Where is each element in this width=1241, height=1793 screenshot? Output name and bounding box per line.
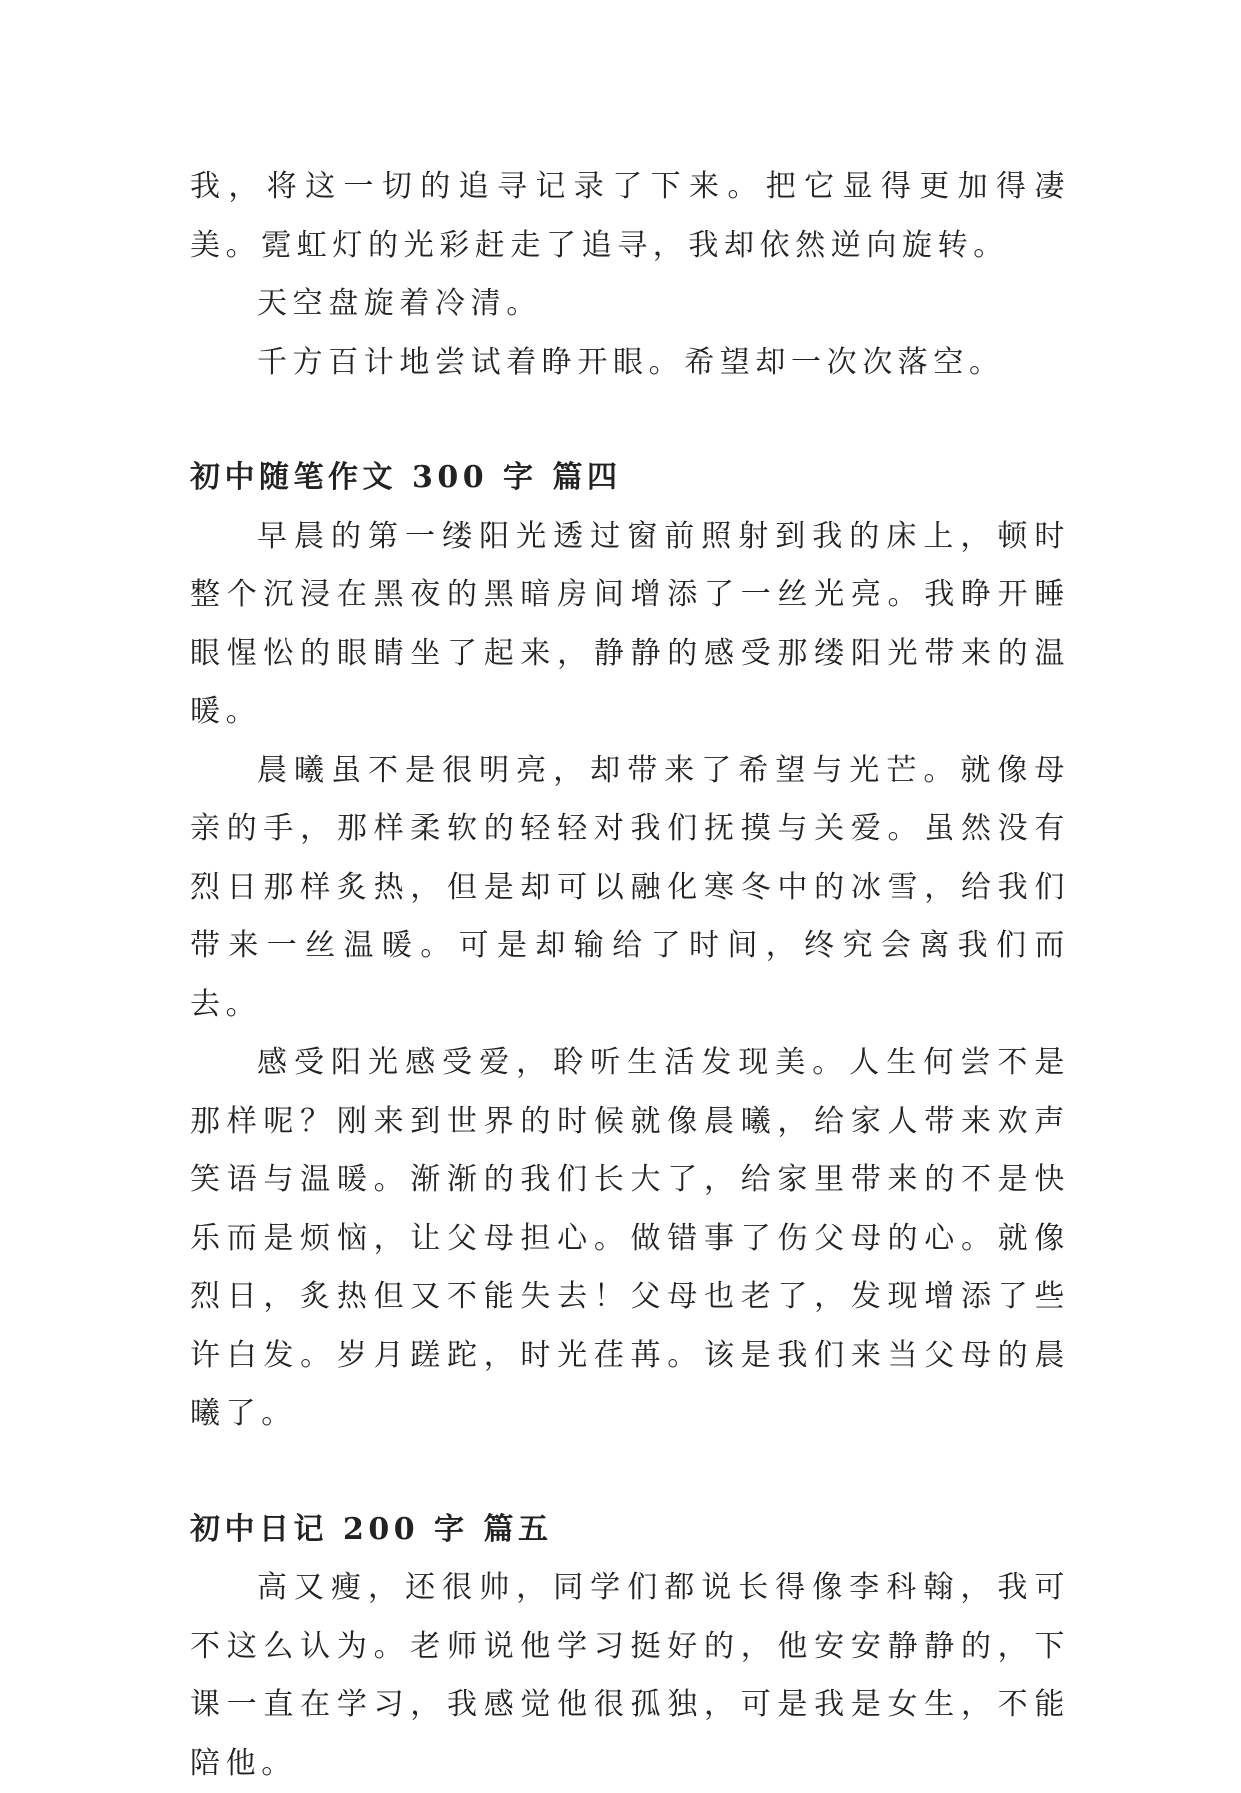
section-heading-four: 初中随笔作文 300 字 篇四 xyxy=(190,460,622,495)
paragraph: 千方百计地尝试着睁开眼。希望却一次次落空。 xyxy=(257,344,1005,380)
paragraph-continued: 我，将这一切的追寻记录了下来。把它显得更加得凄美。霓虹灯的光彩赶走了追寻，我却依然逆向旋转。 xyxy=(190,169,1070,263)
paragraph: 晨曦虽不是很明亮，却带来了希望与光芒。就像母亲的手，那样柔软的轻轻对我们抚摸与关爱。虽然没有烈日那样炙热，但是却可以融化寒冬中的冰雪，给我们带来一丝温暖。可是却输给了时间，终究会离我们而去。 xyxy=(190,752,1070,1022)
paragraph: 早晨的第一缕阳光透过窗前照射到我的床上，顿时整个沉浸在黑夜的黑暗房间增添了一丝光亮。我睁开睡眼惺忪的眼睛坐了起来，静静的感受那缕阳光带来的温暖。 xyxy=(190,518,1070,729)
section-heading-five: 初中日记 200 字 篇五 xyxy=(190,1511,553,1547)
paragraph: 天空盘旋着冷清。 xyxy=(257,286,542,321)
text-column xyxy=(190,158,1070,1793)
paragraph: 感受阳光感受爱，聆听生活发现美。人生何尝不是那样呢？刚来到世界的时候就像晨曦，给家人带来欢声笑语与温暖。渐渐的我们长大了，给家里带来的不是快乐而是烦恼，让父母担心。做错事了伤父母的心。就像烈日，炙热但又不能失去！父母也老了，发现增添了些许白发。岁月蹉跎，时光荏苒。该是我们来当父母的晨曦了。 xyxy=(190,1045,1070,1431)
paragraph: 高又瘦，还很帅，同学们都说长得像李科翰，我可不这么认为。老师说他学习挺好的，他安安静静的，下课一直在学习，我感觉他很孤独，可是我是女生，不能陪他。 xyxy=(190,1570,1070,1781)
